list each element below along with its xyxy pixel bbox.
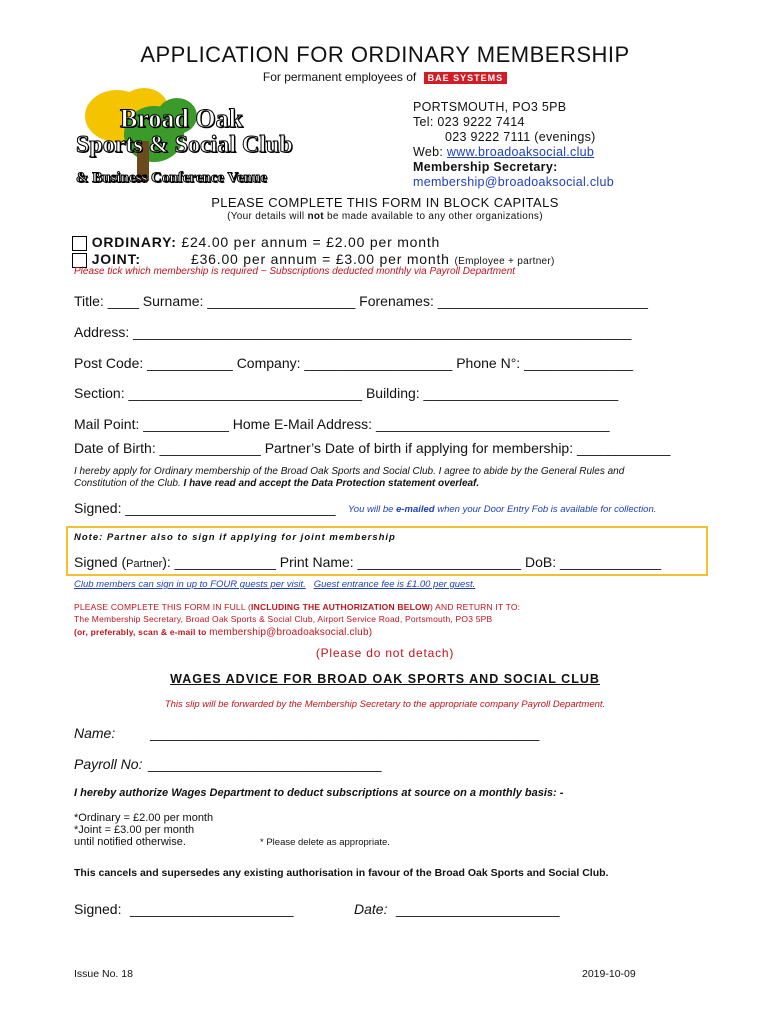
return-line-2: The Membership Secretary, Broad Oak Sports & Social Club, Airport Service Road, Portsmouth, PO3 5PB [74,614,493,624]
logo-line-1: Broad Oak [120,104,244,133]
partner-note: Note: Partner also to sign if applying for joint membership [74,532,396,543]
club-telephone-evening: 023 9222 7111 (evenings) [445,130,596,144]
subtitle-text: For permanent employees of [262,70,417,84]
partner-signed-label: Signed ( [74,554,127,570]
club-web [413,145,614,160]
issue-number: Issue No. 18 [74,968,133,980]
privacy-note-pre: (Your details will [227,211,308,222]
guest-fee: Guest entrance fee is £1.00 per guest. [313,579,476,590]
membership-hint: Please tick which membership is required ~ Subscriptions deducted monthly via Payroll Department [74,266,516,277]
return-line-1-bold: INCLUDING THE AUTHORIZATION BELOW [251,602,430,612]
postcode-company-phone-fields[interactable]: Post Code: ___________ Company: ___________________ Phone N°: ______________ [74,355,634,371]
privacy-note [0,211,770,222]
wages-rates [74,812,213,848]
door-fob-note-pre: You will be [348,504,397,515]
door-fob-note-bold: e-mailed [396,504,435,515]
website-link[interactable]: www.broadoaksocial.club [446,145,595,159]
secretary-email-link[interactable]: membership@broadoaksocial.club [413,175,614,189]
logo-line-2: Sports & Social Club [76,132,293,158]
wages-delete-note: * Please delete as appropriate. [260,837,390,848]
wages-ordinary-rate: *Ordinary = £2.00 per month [74,812,214,824]
return-line-3-bold: (or, preferably, scan & e-mail to [74,627,210,637]
club-telephone: Tel: 023 9222 7414 [413,115,525,129]
wages-payroll-label: Payroll No: [74,756,143,772]
partner-signed-rest: ): _____________ Print Name: _____________________ DoB: _____________ [162,554,662,570]
joint-label: JOINT: [91,251,141,267]
ordinary-label: ORDINARY: [91,234,177,250]
return-line-3 [74,626,520,639]
partner-word: Partner [126,558,163,570]
address-field[interactable]: Address: ________________________________________________________________ [74,324,632,340]
wages-until: until notified otherwise. [74,836,186,848]
declaration-line-2 [74,478,624,490]
wages-payroll-field[interactable]: ______________________________ [148,756,382,772]
logo-line-3: & Business Conference Venue [76,170,267,186]
issue-date: 2019-10-09 [582,968,636,980]
door-fob-note [348,504,656,515]
guest-limit: Club members can sign in up to FOUR guests per visit. [74,579,306,590]
web-label: Web: [413,145,447,159]
wages-signed-label: Signed: [74,901,122,917]
ordinary-checkbox[interactable] [72,236,87,251]
wages-date-field[interactable]: _____________________ [396,901,560,917]
wages-title: WAGES ADVICE FOR BROAD OAK SPORTS AND SOCIAL CLUB [170,672,600,686]
page-title: APPLICATION FOR ORDINARY MEMBERSHIP [140,42,630,67]
guest-info [74,579,475,590]
ordinary-option [72,234,440,251]
wages-name-field[interactable]: __________________________________________________ [150,725,540,741]
return-line-1 [74,601,520,613]
door-fob-note-post: when your Door Entry Fob is available for collection. [434,504,657,515]
return-instructions [74,601,520,639]
signed-field[interactable]: Signed: ___________________________ [74,500,336,516]
block-capitals-heading: PLEASE COMPLETE THIS FORM IN BLOCK CAPITALS [211,195,559,210]
return-line-1-post: ) AND RETURN IT TO: [430,602,521,612]
privacy-note-bold: not [307,211,324,222]
club-logo [72,82,332,194]
declaration-line-1: I hereby apply for Ordinary membership of the Broad Oak Sports and Social Club. I agree to abide by the General Rules and [74,466,625,477]
detach-note: (Please do not detach) [315,646,455,660]
wages-date-label: Date: [354,901,388,917]
declaration-line-2-plain: Constitution of the Club. [74,478,184,489]
wages-cancels: This cancels and supersedes any existing authorisation in favour of the Broad Oak Sports and Social Club. [74,867,609,879]
partner-sign-fields[interactable] [74,554,661,570]
joint-price: £36.00 per annum = £3.00 per month [191,251,450,267]
wages-joint-rate: *Joint = £3.00 per month [74,824,195,836]
return-email-link[interactable]: membership@broadoaksocial.club) [209,627,373,638]
wages-name-label: Name: [74,725,116,741]
mailpoint-email-fields[interactable]: Mail Point: ___________ Home E-Mail Address: ______________________________ [74,416,610,432]
declaration-line-2-bold: I have read and accept the Data Protection statement overleaf. [183,478,480,489]
title-name-fields[interactable]: Title: ____ Surname: ___________________ Forenames: ___________________________ [74,293,648,309]
return-line-1-pre: PLEASE COMPLETE THIS FORM IN FULL ( [74,602,252,612]
bae-systems-logo: BAE SYSTEMS [424,72,508,84]
contact-block [413,100,614,190]
secretary-label: Membership Secretary: [413,160,558,174]
declaration-text [74,466,624,490]
joint-price-group [191,251,555,267]
dob-fields[interactable]: Date of Birth: _____________ Partner’s Date of birth if applying for membership: ____________ [74,440,671,456]
privacy-note-post: be made available to any other organizations) [323,211,543,222]
joint-note: (Employee + partner) [454,256,555,267]
ordinary-price: £24.00 per annum = £2.00 per month [176,234,441,250]
wages-signed-field[interactable]: _____________________ [130,901,294,917]
club-address: PORTSMOUTH, PO3 5PB [413,100,567,114]
section-building-fields[interactable]: Section: ______________________________ Building: _________________________ [74,385,619,401]
wages-authorize: I hereby authorize Wages Department to deduct subscriptions at source on a monthly basis: - [74,787,564,799]
wages-forward-note: This slip will be forwarded by the Membership Secretary to the appropriate company Payroll Department. [164,699,606,710]
